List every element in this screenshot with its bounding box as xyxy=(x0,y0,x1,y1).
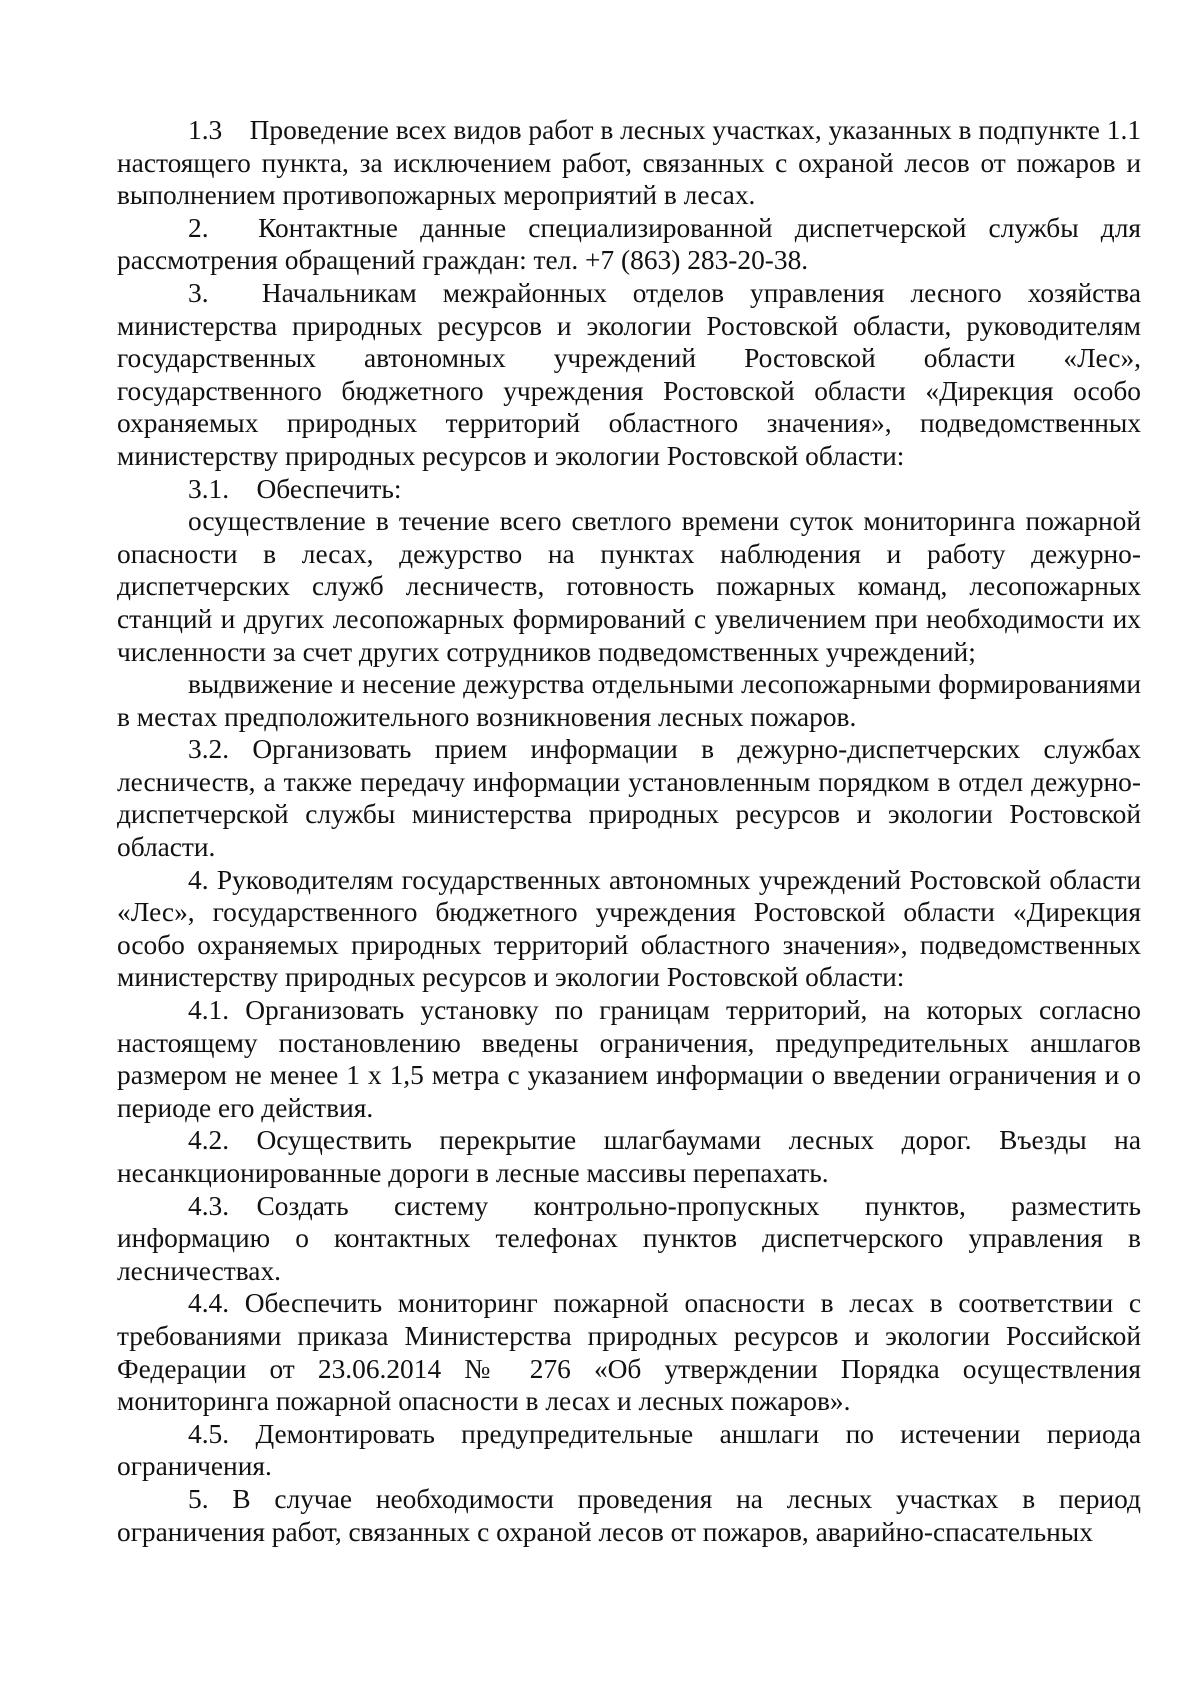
paragraph-4-1: 4.1. Организовать установку по границам территорий, на которых согласно настоящему постановлению введены ограничения, предупредительных аншлагов размером не менее 1 х 1,5 метра с указанием информации о введении ограничения и о периоде его действия. xyxy=(117,995,1141,1123)
paragraph-3-1: 3.1. Обеспечить: xyxy=(188,473,402,504)
paragraph-3-2: 3.2. Организовать прием информации в дежурно-диспетчерских службах лесничеств, а также передачу информации установленным порядком в отдел дежурно-диспетчерской службы министерства природных ресурсов и экологии Ростовской области. xyxy=(117,734,1141,863)
paragraph-2: 2. Контактные данные специализированной диспетчерской службы для рассмотрения обращений граждан: тел. +7 (863) 283-20-38. xyxy=(117,212,1141,276)
paragraph-4: 4. Руководителям государственных автономных учреждений Ростовской области «Лес», государственного бюджетного учреждения Ростовской области «Дирекция особо охраняемых природных территорий областного значения», подведомственных министерству природных ресурсов и экологии Ростовской области: xyxy=(117,864,1141,993)
paragraph-4-2: 4.2. Осуществить перекрытие шлагбаумами лесных дорог. Въезды на несанкционированные дороги в лесные массивы перепахать. xyxy=(117,1125,1141,1188)
paragraph-3-1-item-duty: выдвижение и несение дежурства отдельными лесопожарными формированиями в местах предположительного возникновения лесных пожаров. xyxy=(117,669,1141,732)
paragraph-1-3: 1.3 Проведение всех видов работ в лесных участках, указанных в подпункте 1.1 настоящего пункта, за исключением работ, связанных с охраной лесов от пожаров и выполнением противопожарных мероприятий в лесах. xyxy=(117,115,1142,211)
paragraph-4-4: 4.4. Обеспечить мониторинг пожарной опасности в лесах в соответствии с требованиями приказа Министерства природных ресурсов и экологии Российской Федерации от 23.06.2014 № 276 «Об утверждении Порядка осуществления мониторинга пожарной опасности в лесах и лесных пожаров». xyxy=(117,1288,1141,1417)
document-body xyxy=(117,114,1141,1548)
paragraph-3-1-item-monitoring: осуществление в течение всего светлого времени суток мониторинга пожарной опасности в лесах, дежурство на пунктах наблюдения и работу дежурно-диспетчерских служб лесничеств, готовность пожарных команд, лесопожарных станций и других лесопожарных формирований с увеличением при необходимости их численности за счет других сотрудников подведомственных учреждений; xyxy=(117,506,1141,667)
paragraph-5: 5. В случае необходимости проведения на лесных участках в период ограничения работ, связанных с охраной лесов от пожаров, аварийно-спасательных xyxy=(117,1483,1141,1547)
paragraph-4-5: 4.5. Демонтировать предупредительные аншлаги по истечении периода ограничения. xyxy=(117,1418,1141,1482)
paragraph-3: 3. Начальникам межрайонных отделов управления лесного хозяйства министерства природных ресурсов и экологии Ростовской области, руководителям государственных автономных учреждений Ростовской области «Лес», государственного бюджетного учреждения Ростовской области «Дирекция особо охраняемых природных территорий областного значения», подведомственных министерству природных ресурсов и экологии Ростовской области: xyxy=(117,277,1141,471)
paragraph-4-3: 4.3. Создать систему контрольно-пропускных пунктов, разместить информацию о контактных телефонах пунктов диспетчерского управления в лесничествах. xyxy=(117,1190,1141,1286)
